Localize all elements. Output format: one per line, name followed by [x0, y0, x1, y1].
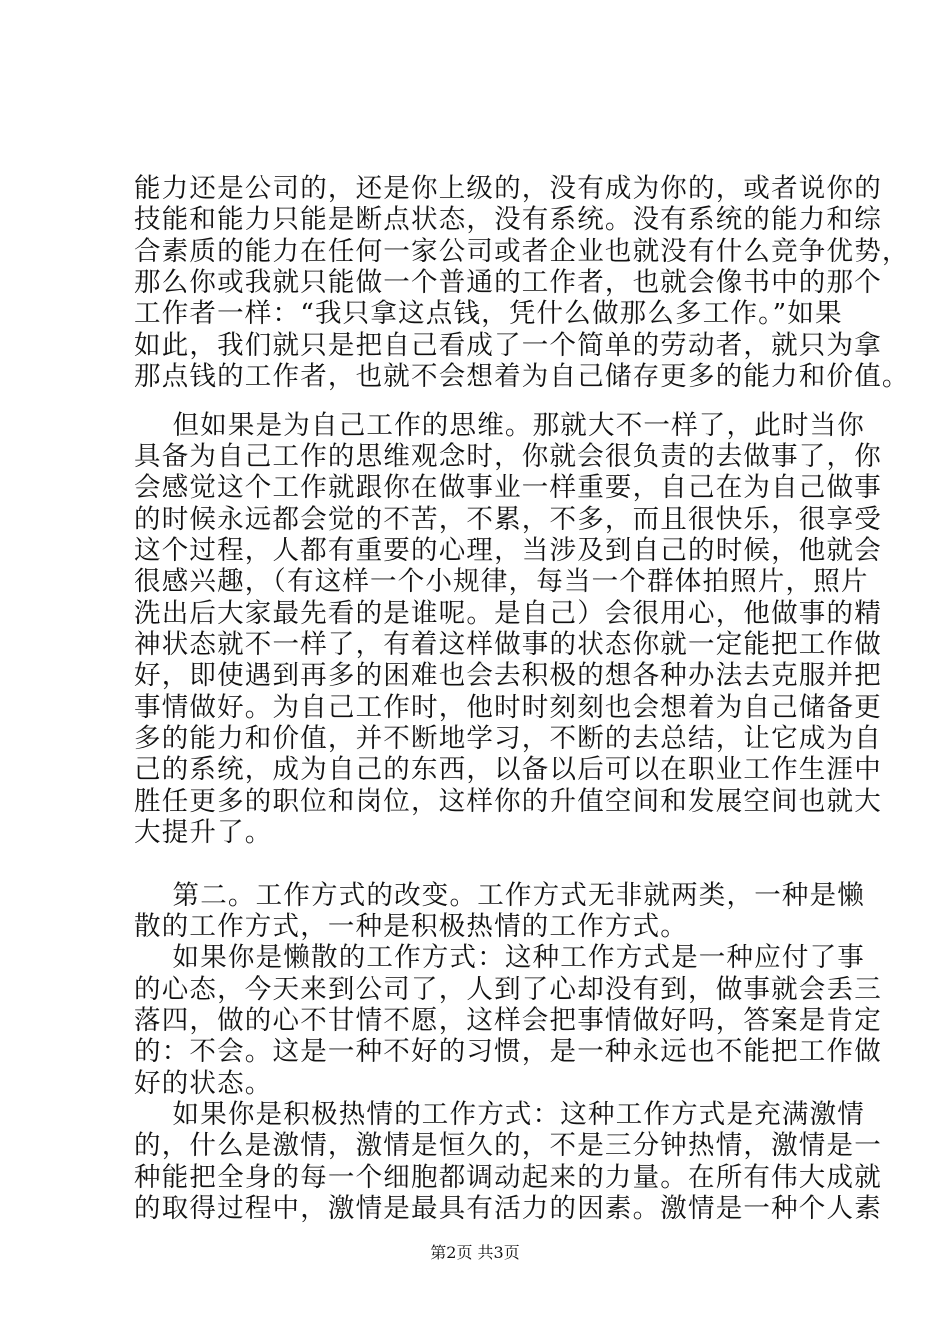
text-line: 那点钱的工作者，也就不会想着为自己储存更多的能力和价值。	[134, 361, 910, 392]
text-line: 的心态，今天来到公司了，人到了心却没有到，做事就会丢三	[134, 974, 882, 1005]
text-line: 第二。工作方式的改变。工作方式无非就两类，一种是懒	[134, 880, 865, 911]
text-line: 那么你或我就只能做一个普通的工作者，也就会像书中的那个	[134, 267, 882, 298]
text-line: 好，即使遇到再多的困难也会去积极的想各种办法去克服并把	[134, 660, 882, 691]
text-line: 的：不会。这是一种不好的习惯，是一种永远也不能把工作做	[134, 1036, 882, 1067]
text-line: 合素质的能力在任何一家公司或者企业也就没有什么竞争优势，	[134, 236, 910, 267]
text-line: 落四，做的心不甘情不愿，这样会把事情做好吗，答案是肯定	[134, 1005, 882, 1036]
text-line: 具备为自己工作的思维观念时，你就会很负责的去做事了，你	[134, 441, 882, 472]
text-line: 洗出后大家最先看的是谁呢。是自己）会很用心，他做事的精	[134, 598, 882, 629]
text-line: 散的工作方式，一种是积极热情的工作方式。	[134, 911, 688, 942]
text-line: 如果你是懒散的工作方式：这种工作方式是一种应付了事	[134, 942, 865, 973]
text-line: 很感兴趣，（有这样一个小规律，每当一个群体拍照片，照片	[134, 566, 869, 597]
page-footer: 第2页 共3页	[430, 1243, 520, 1262]
text-line: 工作者一样：“我只拿这点钱，凭什么做那么多工作。”如果	[134, 298, 843, 329]
text-line: 神状态就不一样了，有着这样做事的状态你就一定能把工作做	[134, 629, 882, 660]
text-line: 胜任更多的职位和岗位，这样你的升值空间和发展空间也就大	[134, 786, 882, 817]
text-line: 事情做好。为自己工作时，他时时刻刻也会想着为自己储备更	[134, 692, 882, 723]
text-line: 好的状态。	[134, 1068, 273, 1099]
text-line: 大提升了。	[134, 817, 273, 848]
text-line: 种能把全身的每一个细胞都调动起来的力量。在所有伟大成就	[134, 1162, 882, 1193]
text-line: 会感觉这个工作就跟你在做事业一样重要，自己在为自己做事	[134, 472, 882, 503]
text-line: 能力还是公司的，还是你上级的，没有成为你的，或者说你的	[134, 173, 882, 204]
text-line: 这个过程，人都有重要的心理，当涉及到自己的时候，他就会	[134, 535, 882, 566]
text-line: 技能和能力只能是断点状态，没有系统。没有系统的能力和综	[134, 204, 882, 235]
text-line: 己的系统，成为自己的东西，以备以后可以在职业工作生涯中	[134, 754, 882, 785]
text-line: 如果你是积极热情的工作方式：这种工作方式是充满激情	[134, 1099, 865, 1130]
text-line: 的，什么是激情，激情是恒久的，不是三分钟热情，激情是一	[134, 1130, 882, 1161]
text-line: 的取得过程中，激情是最具有活力的因素。激情是一种个人素	[134, 1193, 882, 1224]
text-line: 多的能力和价值，并不断地学习，不断的去总结，让它成为自	[134, 723, 882, 754]
text-line: 的时候永远都会觉的不苦，不累，不多，而且很快乐，很享受	[134, 504, 882, 535]
text-line: 但如果是为自己工作的思维。那就大不一样了，此时当你	[134, 410, 865, 441]
text-line: 如此，我们就只是把自己看成了一个简单的劳动者，就只为拿	[134, 330, 882, 361]
